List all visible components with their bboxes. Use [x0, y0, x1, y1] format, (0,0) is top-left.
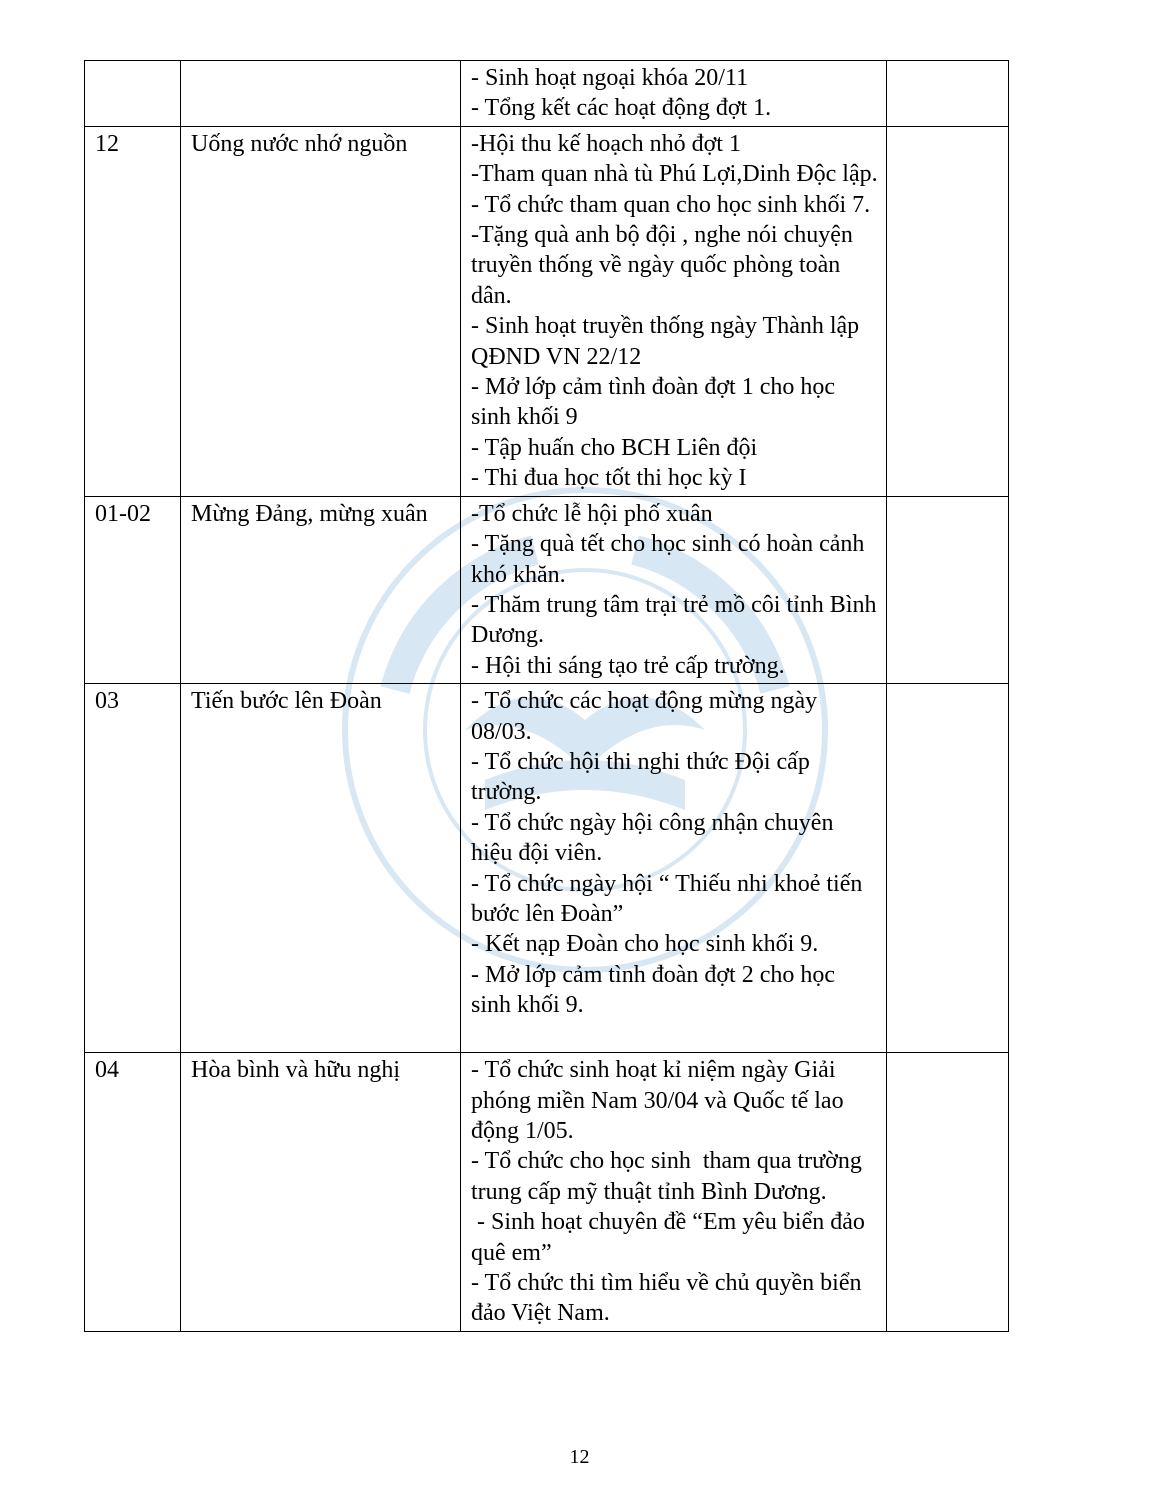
- table-row: [85, 684, 1009, 1053]
- table-row: [85, 496, 1009, 683]
- activity-item: -Hội thu kế hoạch nhỏ đợt 1: [471, 130, 741, 157]
- activities-cell: [461, 684, 887, 1053]
- note-cell: [887, 684, 1009, 1053]
- activity-item: - Mở lớp cảm tình đoàn đợt 1 cho học sinh khối 9: [471, 374, 842, 431]
- activity-item: - Mở lớp cảm tình đoàn đợt 2 cho học sinh khối 9.: [471, 961, 842, 1019]
- activity-item: - Tổ chức thi tìm hiểu về chủ quyền biển đảo Việt Nam.: [471, 1269, 868, 1327]
- theme-cell: Tiến bước lên Đoàn: [181, 684, 461, 1053]
- page-number: 12: [569, 1446, 590, 1468]
- month-cell: [85, 61, 181, 127]
- table-row: [85, 1053, 1009, 1332]
- activity-item: - Tổ chức các hoạt động mừng ngày 08/03.: [471, 688, 824, 745]
- activity-item: -Tổ chức lễ hội phố xuân: [471, 500, 713, 527]
- activity-item: - Sinh hoạt truyền thống ngày Thành lập QĐND VN 22/12: [471, 313, 866, 370]
- theme-cell: Hòa bình và hữu nghị: [181, 1053, 461, 1332]
- month-cell: 01-02: [85, 496, 181, 683]
- table-row: [85, 61, 1009, 127]
- activity-item: - Tổ chức ngày hội “ Thiếu nhi khoẻ tiến bước lên Đoàn”: [471, 870, 869, 927]
- note-cell: [887, 61, 1009, 127]
- activity-item: - Thi đua học tốt thi học kỳ I: [471, 465, 747, 492]
- table-row: [85, 126, 1009, 496]
- activities-cell: [461, 61, 887, 127]
- activity-item: - Sinh hoạt chuyên đề “Em yêu biển đảo quê em”: [471, 1209, 871, 1266]
- activity-item: - Tập huấn cho BCH Liên đội: [471, 434, 758, 461]
- activity-item: - Tổng kết các hoạt động đợt 1.: [471, 95, 772, 122]
- activity-item: - Sinh hoạt ngoại khóa 20/11: [471, 65, 749, 91]
- activity-item: - Kết nạp Đoàn cho học sinh khối 9.: [471, 931, 819, 958]
- note-cell: [887, 126, 1009, 496]
- activity-item: - Tổ chức sinh hoạt kỉ niệm ngày Giải phóng miền Nam 30/04 và Quốc tế lao động 1/05.: [471, 1057, 850, 1144]
- note-cell: [887, 1053, 1009, 1332]
- activities-cell: [461, 496, 887, 683]
- activities-cell: [461, 126, 887, 496]
- activity-item: - Tặng quà tết cho học sinh có hoàn cảnh khó khăn.: [471, 531, 871, 588]
- activity-item: - Tổ chức hội thi nghi thức Đội cấp trường.: [471, 748, 816, 806]
- theme-cell: Uống nước nhớ nguồn: [181, 126, 461, 496]
- activity-item: -Tặng quà anh bộ đội , nghe nói chuyện truyền thống về ngày quốc phòng toàn dân.: [471, 222, 859, 309]
- activity-item: - Hội thi sáng tạo trẻ cấp trường.: [471, 652, 785, 679]
- month-cell: 12: [85, 126, 181, 496]
- activity-item: - Tổ chức cho học sinh tham qua trường trung cấp mỹ thuật tỉnh Bình Dương.: [471, 1148, 868, 1205]
- theme-cell: [181, 61, 461, 127]
- activity-item: - Thăm trung tâm trại trẻ mồ côi tỉnh Bình Dương.: [471, 591, 883, 649]
- note-cell: [887, 496, 1009, 683]
- activities-cell: [461, 1053, 887, 1332]
- activity-item: -Tham quan nhà tù Phú Lợi,Dinh Độc lập.: [471, 161, 878, 188]
- activity-plan-table: [84, 60, 1009, 1332]
- activity-item: - Tổ chức ngày hội công nhận chuyên hiệu đội viên.: [471, 809, 840, 867]
- month-cell: 03: [85, 684, 181, 1053]
- activity-item: - Tổ chức tham quan cho học sinh khối 7.: [471, 191, 871, 218]
- theme-cell: Mừng Đảng, mừng xuân: [181, 496, 461, 683]
- month-cell: 04: [85, 1053, 181, 1332]
- activity-plan-body: [85, 61, 1009, 1332]
